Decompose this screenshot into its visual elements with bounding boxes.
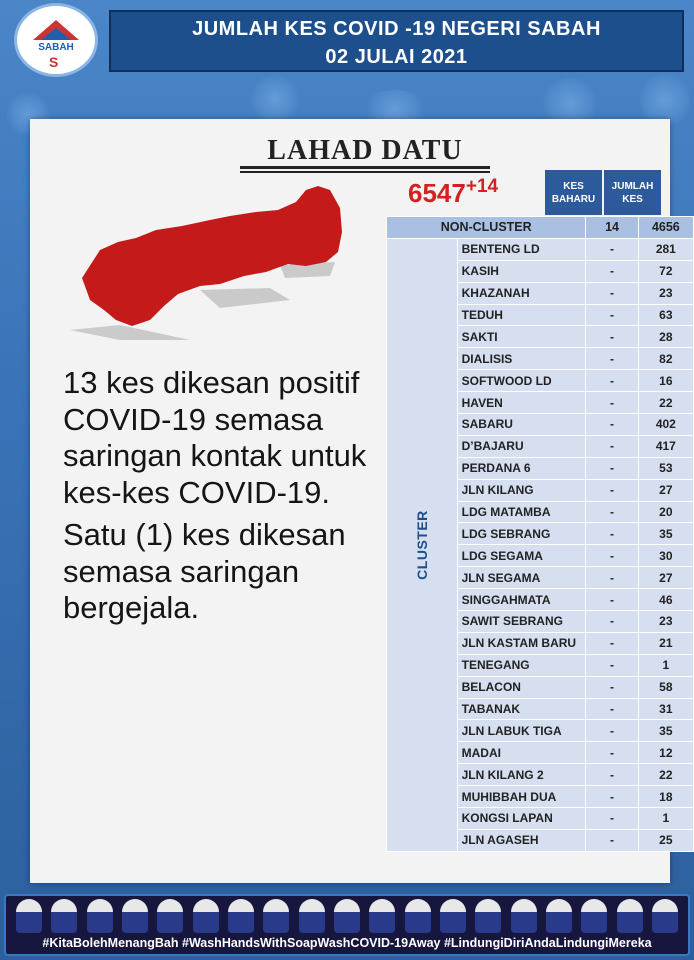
cases-table [386, 216, 694, 852]
row-jumlah: 23 [638, 611, 693, 633]
row-name: MADAI [457, 742, 586, 764]
row-kes-baharu: - [586, 720, 638, 742]
person-icon [334, 899, 360, 933]
total-increase: +14 [465, 176, 499, 197]
row-kes-baharu: - [586, 304, 638, 326]
row-jumlah: 22 [638, 764, 693, 786]
row-kes-baharu: - [586, 392, 638, 414]
s-logo-icon: S [49, 54, 59, 70]
row-name: PERDANA 6 [457, 457, 586, 479]
row-jumlah: 12 [638, 742, 693, 764]
row-jumlah: 72 [638, 260, 693, 282]
person-icon [157, 899, 183, 933]
row-name: HAVEN [457, 392, 586, 414]
row-name: LDG SEBRANG [457, 523, 586, 545]
row-kes-baharu: - [586, 632, 638, 654]
hashtags: #KitaBolehMenangBah #WashHandsWithSoapWashCOVID-19Away #LindungiDiriAndaLindungiMereka [42, 936, 652, 950]
cluster-label-cell [387, 238, 458, 851]
row-kes-baharu: - [586, 348, 638, 370]
row-name: BELACON [457, 676, 586, 698]
row-name: JLN KASTAM BARU [457, 632, 586, 654]
map-shape [82, 186, 342, 326]
row-name: KONGSI LAPAN [457, 808, 586, 830]
row-name: JLN AGASEH [457, 829, 586, 851]
frontliner-icons [16, 899, 678, 935]
row-name: NON-CLUSTER [387, 217, 586, 239]
row-jumlah: 402 [638, 414, 693, 436]
person-icon [87, 899, 113, 933]
cluster-label: CLUSTER [413, 510, 430, 580]
row-name: JLN KILANG [457, 479, 586, 501]
row-jumlah: 30 [638, 545, 693, 567]
row-kes-baharu: - [586, 282, 638, 304]
person-icon [51, 899, 77, 933]
row-kes-baharu: - [586, 589, 638, 611]
row-kes-baharu: - [586, 567, 638, 589]
row-kes-baharu: - [586, 457, 638, 479]
district-map [60, 180, 350, 340]
col-header-kes-baharu: KES BAHARU [545, 170, 602, 215]
row-kes-baharu: - [586, 698, 638, 720]
row-jumlah: 18 [638, 786, 693, 808]
row-jumlah: 20 [638, 501, 693, 523]
row-name: SOFTWOOD LD [457, 370, 586, 392]
row-kes-baharu: - [586, 326, 638, 348]
row-kes-baharu: - [586, 435, 638, 457]
row-name: JLN LABUK TIGA [457, 720, 586, 742]
virus-decoration [250, 74, 300, 124]
row-jumlah: 4656 [638, 217, 693, 239]
row-jumlah: 21 [638, 632, 693, 654]
col-header-jumlah-kes: JUMLAH KES [604, 170, 661, 215]
row-kes-baharu: - [586, 414, 638, 436]
row-name: TENEGANG [457, 654, 586, 676]
sabah-logo [17, 6, 95, 74]
row-jumlah: 63 [638, 304, 693, 326]
row-jumlah: 1 [638, 654, 693, 676]
district-title: LAHAD DATU [240, 136, 490, 169]
row-kes-baharu: - [586, 764, 638, 786]
row-name: DIALISIS [457, 348, 586, 370]
row-jumlah: 31 [638, 698, 693, 720]
row-kes-baharu: - [586, 260, 638, 282]
table-row-non-cluster [387, 217, 694, 239]
row-kes-baharu: - [586, 370, 638, 392]
row-jumlah: 35 [638, 720, 693, 742]
row-kes-baharu: - [586, 501, 638, 523]
row-jumlah: 46 [638, 589, 693, 611]
row-jumlah: 417 [638, 435, 693, 457]
row-kes-baharu: - [586, 545, 638, 567]
row-name: TEDUH [457, 304, 586, 326]
footer-banner [4, 894, 690, 956]
person-icon [652, 899, 678, 933]
row-name: SAKTI [457, 326, 586, 348]
description-para-1: 13 kes dikesan positif COVID-19 semasa saringan kontak untuk kes-kes COVID-19. [63, 365, 367, 510]
description-text [63, 365, 385, 627]
person-icon [193, 899, 219, 933]
description-para-2: Satu (1) kes dikesan semasa saringan bergejala. [63, 517, 346, 625]
row-jumlah: 28 [638, 326, 693, 348]
row-name: LDG MATAMBA [457, 501, 586, 523]
row-jumlah: 27 [638, 567, 693, 589]
person-icon [546, 899, 572, 933]
row-jumlah: 25 [638, 829, 693, 851]
row-jumlah: 23 [638, 282, 693, 304]
total-cases [408, 176, 498, 209]
person-icon [122, 899, 148, 933]
person-icon [299, 899, 325, 933]
logo-text: SABAH [38, 42, 74, 53]
row-name: SABARU [457, 414, 586, 436]
row-jumlah: 1 [638, 808, 693, 830]
person-icon [475, 899, 501, 933]
row-kes-baharu: - [586, 786, 638, 808]
header-date: 02 JULAI 2021 [325, 46, 468, 68]
row-name: LDG SEGAMA [457, 545, 586, 567]
mountain-icon [41, 28, 71, 40]
row-name: MUHIBBAH DUA [457, 786, 586, 808]
row-kes-baharu: - [586, 238, 638, 260]
row-jumlah: 82 [638, 348, 693, 370]
row-kes-baharu: - [586, 676, 638, 698]
row-kes-baharu: - [586, 829, 638, 851]
total-value: 6547 [408, 178, 466, 208]
row-jumlah: 27 [638, 479, 693, 501]
row-jumlah: 58 [638, 676, 693, 698]
row-name: SINGGAHMATA [457, 589, 586, 611]
person-icon [369, 899, 395, 933]
row-name: BENTENG LD [457, 238, 586, 260]
header-title: JUMLAH KES COVID -19 NEGERI SABAH [192, 18, 601, 40]
row-jumlah: 35 [638, 523, 693, 545]
row-jumlah: 22 [638, 392, 693, 414]
row-kes-baharu: - [586, 523, 638, 545]
row-kes-baharu: - [586, 654, 638, 676]
row-jumlah: 281 [638, 238, 693, 260]
row-name: D’BAJARU [457, 435, 586, 457]
row-name: SAWIT SEBRANG [457, 611, 586, 633]
table-row [387, 238, 694, 260]
row-jumlah: 16 [638, 370, 693, 392]
row-name: JLN KILANG 2 [457, 764, 586, 786]
person-icon [16, 899, 42, 933]
person-icon [228, 899, 254, 933]
row-kes-baharu: - [586, 479, 638, 501]
person-icon [263, 899, 289, 933]
person-icon [511, 899, 537, 933]
row-kes-baharu: - [586, 742, 638, 764]
row-name: KASIH [457, 260, 586, 282]
person-icon [617, 899, 643, 933]
row-jumlah: 53 [638, 457, 693, 479]
person-icon [581, 899, 607, 933]
row-name: TABANAK [457, 698, 586, 720]
row-kes-baharu: 14 [586, 217, 638, 239]
row-name: KHAZANAH [457, 282, 586, 304]
header-banner [109, 10, 684, 72]
person-icon [405, 899, 431, 933]
row-kes-baharu: - [586, 611, 638, 633]
row-kes-baharu: - [586, 808, 638, 830]
row-name: JLN SEGAMA [457, 567, 586, 589]
person-icon [440, 899, 466, 933]
